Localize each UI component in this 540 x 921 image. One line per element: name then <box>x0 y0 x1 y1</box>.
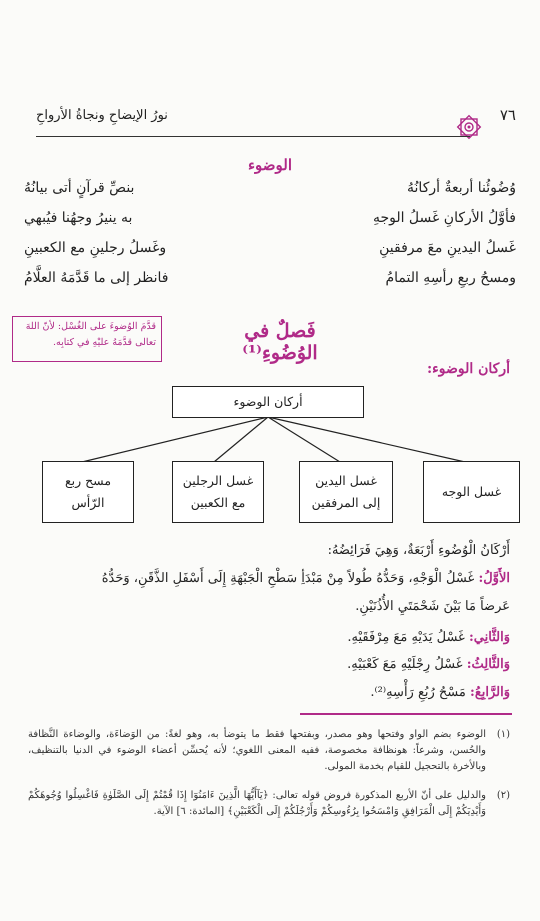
body-item-third <box>30 657 510 672</box>
verse-first-hemistich: ومسحُ ربعِ رأسِهِ التمامُ <box>385 270 516 286</box>
diagram-node-line2: الرّأس <box>71 495 105 510</box>
verse-second-hemistich: فانظر إلى ما قَدَّمَهُ العلَّامُ <box>24 270 169 286</box>
diagram-node-line1: غسل الوجه <box>441 484 502 499</box>
diagram-node-head <box>42 461 134 523</box>
side-note-box: قدَّمَ الوُضوءَ على الغُسْل: لأنّ اللهَ تعالى قدَّمَهُ عليْهِ في كتابِه. <box>12 316 162 362</box>
verse-first-hemistich: فأوَّلُ الأركانِ غَسلُ الوجهِ <box>372 210 516 226</box>
section-heading: أركان الوضوء: <box>427 361 510 377</box>
verse-first-hemistich: غَسلُ اليدينِ معَ مرفقينِ <box>379 240 516 256</box>
diagram-node-line1: مسح ربع <box>64 473 112 488</box>
footnote-number: (٢) <box>496 790 510 801</box>
diagram-node-line2: مع الكعبين <box>190 495 246 510</box>
running-title: نورُ الإيضاحِ ونجاةُ الأرواحِ <box>36 108 168 123</box>
diagram-node-line1: غسل اليدين <box>315 473 377 488</box>
verse-first-hemistich: وُضُوئُنا أربعةٌ أركانُهُ <box>407 180 516 196</box>
diagram-node-line2: إلى المرفقين <box>311 495 381 510</box>
body-item-fourth <box>30 685 510 700</box>
diagram-root-label: أركان الوضوء <box>233 394 303 409</box>
item-text: غَسْلُ رِجْلَيْهِ مَعَ كَعْبَيْهِ. <box>347 657 463 672</box>
item-text: غَسْلُ يَدَيْهِ مَعَ مِرْفَقَيْهِ. <box>347 630 465 645</box>
diagram-node-hands <box>299 461 393 523</box>
footnote-text: الوضوء بضم الواو وفتحها وهو مصدر، وبفتحها فقط ما يتوضأ به، وهو لغةً: من الوَضاءَة، والوضاءة النَّظافة والحُسن، وشرعاً: هونظافة مخصوصة، ففيه المعنى اللغوي؛ لأنه يُحسِّن أعضاء الوضوء في الدنيا بالتنظيف، وبالأخرة بالتحجيل للقيام بخدمة المولى. <box>28 729 486 772</box>
item-label: وَالثَّالِثُ: <box>466 657 510 672</box>
diagram-root-box <box>172 386 364 418</box>
item-label: وَالرَّابِعُ: <box>470 685 510 700</box>
page-number: ٧٦ <box>499 106 516 124</box>
body-intro: أَرْكَانُ الْوُضُوءِ أَرْبَعَةٌ، وَهِيَ فَرَائِضُهُ: <box>327 543 510 558</box>
footnote <box>28 727 510 775</box>
diagram-node-face <box>423 461 520 523</box>
item-text: مَسْحُ رُبُعِ رَأْسِهِ⁽²⁾. <box>370 685 466 700</box>
item-label: الأَوَّلُ: <box>478 571 510 586</box>
item-label: وَالثَّانِي: <box>469 630 510 645</box>
diagram-node-line1: غسل الرجلين <box>182 473 254 488</box>
verse-second-hemistich: بنصِّ قرآنٍ أتى بيانُهُ <box>24 180 135 196</box>
chapter-title: فَصلٌ في الوُضُوءِ⁽¹⁾ <box>242 320 318 364</box>
footnote-text: والدليل على أنّ الأربع المذكورة فروض قوله تعالى: ﴿يَآأَيُّهَا الَّذِينَ ءَامَنُوٓا إِذَا قُمْتُمْ إِلَى الصَّلَوٰةِ فَاغْسِلُوا وُجُوهَكُمْ وَأَيْدِيَكُمْ إِلَى الْمَرَافِقِ وَامْسَحُوا بِرُءُوسِكُمْ وَأَرْجُلَكُمْ إِلَى الْكَعْبَيْنِ﴾ [المائدة: ٦] الآية. <box>28 790 486 817</box>
footnote <box>28 788 510 820</box>
poem-title: الوضوء <box>247 156 293 174</box>
body-item-second <box>30 630 510 645</box>
item-text: غَسْلُ الْوَجْهِ، وَحَدُّهُ طُولاً مِنْ مَبْدَأِ سَطْحِ الْجَبْهَةِ إِلَى أَسْفَلِ الذَّقَنِ، وَحَدُّهُ <box>101 571 475 586</box>
footnote-rule <box>300 713 512 715</box>
diagram-node-feet <box>172 461 264 523</box>
verse-second-hemistich: به ينيرُ وجهُنا فيُبهي <box>24 210 133 226</box>
footnote-number: (١) <box>496 729 510 740</box>
body-item-first <box>30 571 510 586</box>
verse-second-hemistich: وغَسلُ رجلينِ مع الكعبينِ <box>24 240 167 256</box>
body-item-first-cont: عَرضاً مَا بَيْنَ شَحْمَتَيِ الأُذُنَيْنِ. <box>355 599 510 614</box>
